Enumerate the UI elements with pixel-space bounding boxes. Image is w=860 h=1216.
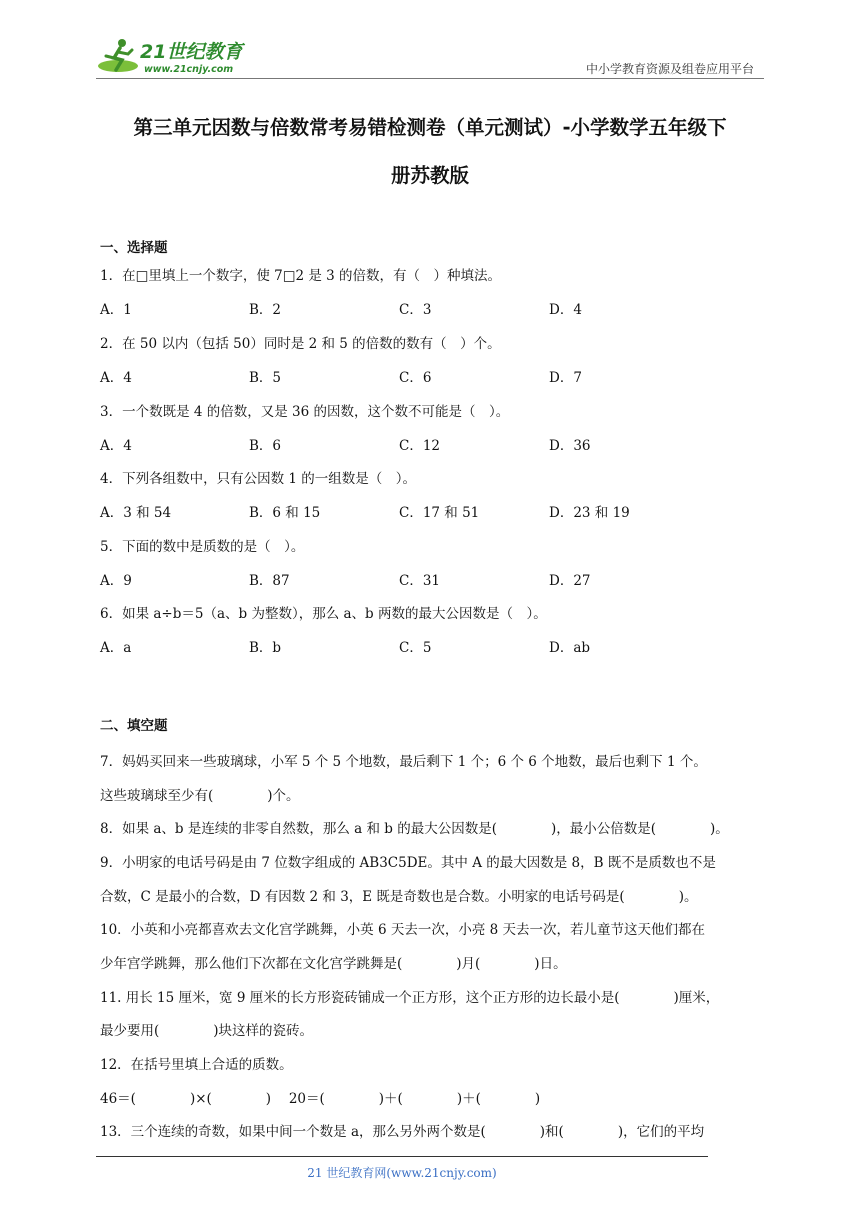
option-b: B．6: [249, 438, 282, 454]
question-line: 9．小明家的电话号码是由 7 位数字组成的 AB3C5DE。其中 A 的最大因数是 8，B 既不是质数也不是: [100, 855, 716, 871]
option-c: C．5: [399, 640, 432, 656]
section-heading-choice: 一、选择题: [100, 240, 168, 256]
question-text: 5．下面的数中是质数的是（ ）。: [100, 539, 305, 555]
question-text: 4．下列各组数中，只有公因数 1 的一组数是（ ）。: [100, 471, 417, 487]
title-line-1: 第三单元因数与倍数常考易错检测卷（单元测试）-小学数学五年级下: [133, 116, 727, 139]
question-line: 13．三个连续的奇数，如果中间一个数是 a，那么另外两个数是( )和( )，它们的平均: [100, 1124, 705, 1140]
question-line: 10．小英和小亮都喜欢去文化宫学跳舞，小英 6 天去一次，小亮 8 天去一次，若儿童节这天他们都在: [100, 922, 706, 938]
question-line: 7．妈妈买回来一些玻璃球，小军 5 个 5 个地数，最后剩下 1 个；6 个 6 个地数，最后也剩下 1 个。: [100, 754, 707, 770]
question-text: 1．在□里填上一个数字，使 7□2 是 3 的倍数，有（ ）种填法。: [100, 268, 502, 284]
logo-text: 21世纪教育: [140, 41, 243, 63]
question-line: 最少要用( )块这样的瓷砖。: [100, 1023, 314, 1039]
title-line-2: 册苏教版: [390, 164, 469, 187]
question-line: 8．如果 a、b 是连续的非零自然数，那么 a 和 b 的最大公因数是( )，最小公倍数是( )。: [100, 821, 729, 837]
logo-url: www.21cnjy.com: [144, 64, 234, 75]
option-a: A．9: [100, 573, 132, 589]
question-line: 46＝( )×( ) 20＝( )＋( )＋( ): [100, 1091, 541, 1107]
question-line: 12．在括号里填上合适的质数。: [100, 1057, 293, 1073]
option-a: A．4: [100, 370, 132, 386]
option-a: A．3 和 54: [100, 505, 172, 521]
option-c: C．6: [399, 370, 432, 386]
site-logo: [96, 36, 266, 80]
footer-divider: [96, 1156, 708, 1157]
question-line: 少年宫学跳舞，那么他们下次都在文化宫学跳舞是( )月( )日。: [100, 956, 567, 972]
option-b: B．87: [249, 573, 290, 589]
option-c: C．17 和 51: [399, 505, 480, 521]
option-d: D．7: [549, 370, 582, 386]
option-c: C．12: [399, 438, 441, 454]
option-a: A．1: [100, 302, 132, 318]
option-d: D．27: [549, 573, 591, 589]
option-b: B．6 和 15: [249, 505, 321, 521]
option-b: B．2: [249, 302, 282, 318]
option-d: D．36: [549, 438, 591, 454]
question-line: 合数，C 是最小的合数，D 有因数 2 和 3，E 既是奇数也是合数。小明家的电话号码是( )。: [100, 889, 698, 905]
header-platform-text: 中小学教育资源及组卷应用平台: [585, 62, 754, 76]
option-d: D．23 和 19: [549, 505, 630, 521]
question-text: 3．一个数既是 4 的倍数，又是 36 的因数，这个数不可能是（ ）。: [100, 404, 510, 420]
page-title: [96, 104, 764, 200]
option-d: D．ab: [549, 640, 591, 656]
question-line: 这些玻璃球至少有( )个。: [100, 788, 300, 804]
option-d: D．4: [549, 302, 582, 318]
option-b: B．b: [249, 640, 282, 656]
option-a: A．4: [100, 438, 132, 454]
option-b: B．5: [249, 370, 282, 386]
header-divider: [96, 78, 764, 79]
option-c: C．3: [399, 302, 432, 318]
question-text: 2．在 50 以内（包括 50）同时是 2 和 5 的倍数的数有（ ）个。: [100, 336, 501, 352]
question-text: 6．如果 a÷b＝5（a、b 为整数），那么 a、b 两数的最大公因数是（ ）。: [100, 606, 547, 622]
section-heading-fill: 二、填空题: [100, 718, 168, 734]
footer-link[interactable]: 21 世纪教育网(www.21cnjy.com): [307, 1166, 497, 1180]
option-c: C．31: [399, 573, 441, 589]
question-line: 11. 用长 15 厘米，宽 9 厘米的长方形瓷砖铺成一个正方形，这个正方形的边长最小是( )厘米，: [100, 990, 720, 1006]
runner-icon: [98, 39, 138, 72]
option-a: A．a: [100, 640, 132, 656]
